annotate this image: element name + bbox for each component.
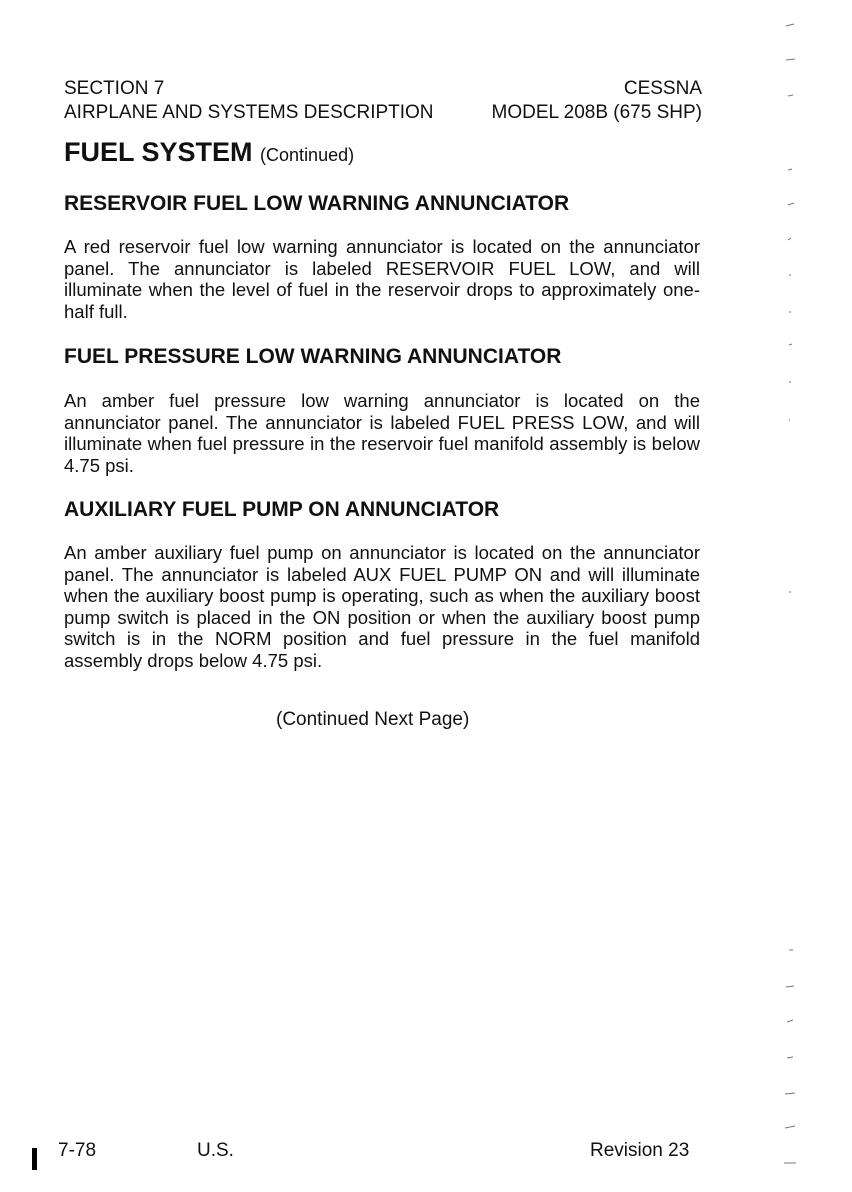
scan-mark	[786, 24, 794, 26]
scan-mark	[788, 169, 792, 170]
scan-mark	[785, 1093, 795, 1094]
aircraft-model: MODEL 208B (675 SHP)	[491, 102, 702, 123]
scan-mark	[787, 1020, 793, 1022]
page-title-suffix: (Continued)	[260, 145, 355, 165]
scan-mark	[789, 344, 792, 345]
scan-mark	[788, 203, 794, 205]
scan-mark	[787, 1057, 793, 1058]
paragraph-fuel-pressure-low: An amber fuel pressure low warning annunciator is located on the annunciator panel. The annunciator is labeled FUEL PRESS LOW, and will illuminate when fuel pressure in the reservoir fuel manifold assembly is below 4.75 psi.	[64, 390, 700, 476]
heading-aux-fuel-pump-on: AUXILIARY FUEL PUMP ON ANNUNCIATOR	[64, 498, 500, 521]
continued-next-page: (Continued Next Page)	[276, 709, 470, 730]
scan-mark	[786, 59, 795, 60]
page-title	[64, 137, 354, 168]
scan-mark	[788, 95, 793, 96]
paragraph-reservoir-fuel-low: A red reservoir fuel low warning annunciator is located on the annunciator panel. The annunciator is labeled RESERVOIR FUEL LOW, and will illuminate when the level of fuel in the reservoir drops to approximately one-half full.	[64, 236, 700, 322]
section-number: SECTION 7	[64, 78, 165, 99]
paragraph-aux-fuel-pump-on: An amber auxiliary fuel pump on annunciator is located on the annunciator panel. The annunciator is labeled AUX FUEL PUMP ON and will illuminate when the auxiliary boost pump is operating, such as when the auxiliary boost pump switch is placed in the ON position or when the auxiliary boost pump switch is in the NORM position and fuel pressure in the fuel manifold assembly drops below 4.75 psi.	[64, 542, 700, 671]
scan-mark	[786, 986, 794, 987]
page-title-main: FUEL SYSTEM	[64, 137, 253, 167]
heading-reservoir-fuel-low: RESERVOIR FUEL LOW WARNING ANNUNCIATOR	[64, 192, 570, 215]
manufacturer: CESSNA	[623, 78, 702, 99]
page-header-right	[474, 77, 702, 125]
scan-mark	[785, 1126, 795, 1128]
edition-label: U.S.	[197, 1140, 234, 1161]
page-number: 7-78	[58, 1140, 97, 1161]
page-header-left	[64, 77, 434, 125]
section-description: AIRPLANE AND SYSTEMS DESCRIPTION	[64, 102, 434, 123]
revision-change-bar	[32, 1148, 37, 1170]
scan-edge-marks	[770, 0, 820, 1192]
heading-fuel-pressure-low: FUEL PRESSURE LOW WARNING ANNUNCIATOR	[64, 345, 562, 368]
revision-label: Revision 23	[590, 1140, 690, 1161]
scan-mark	[788, 238, 791, 240]
